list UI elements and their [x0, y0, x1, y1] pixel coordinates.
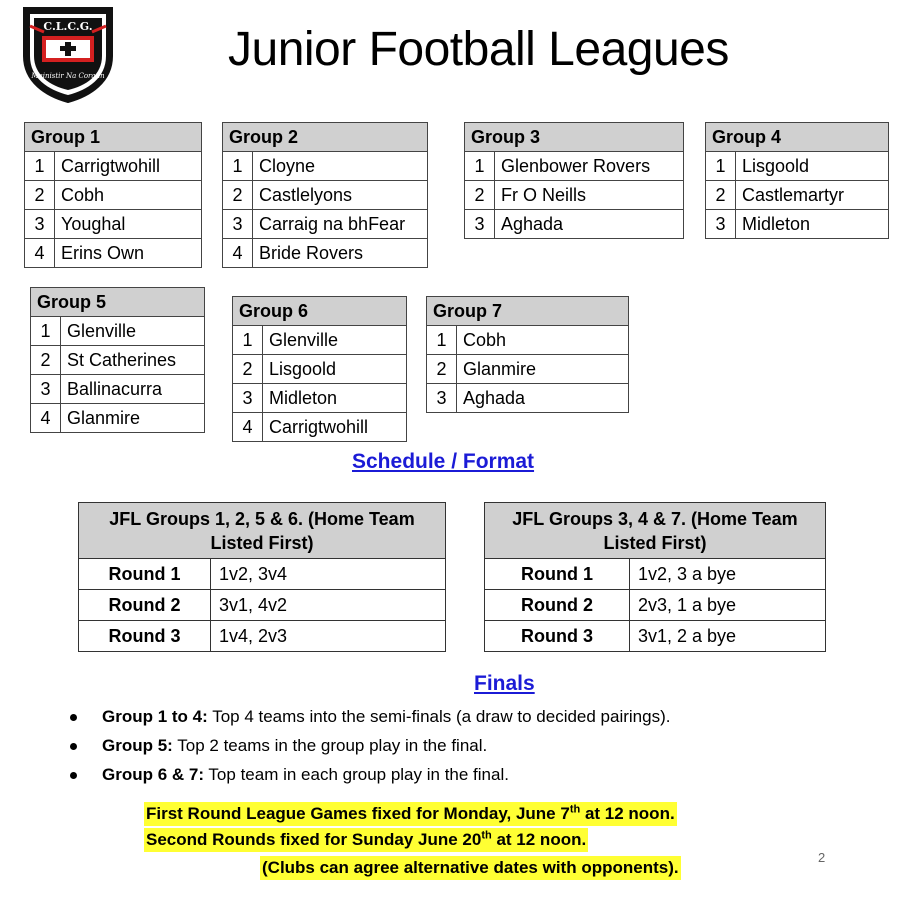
group-header: Group 7: [427, 297, 629, 326]
table-row: 2 Lisgoold: [233, 355, 407, 384]
group-header: Group 4: [706, 123, 889, 152]
schedule-header: JFL Groups 3, 4 & 7. (Home Team Listed First): [485, 503, 826, 559]
table-row: Round 2 3v1, 4v2: [79, 590, 446, 621]
club-crest-logo: [20, 4, 116, 104]
group-7-table: [426, 296, 629, 413]
table-row: 3 Youghal: [25, 210, 202, 239]
table-row: 1 Glenbower Rovers: [465, 152, 684, 181]
table-row: 1 Carrigtwohill: [25, 152, 202, 181]
group-header: Group 5: [31, 288, 205, 317]
table-row: Round 1 1v2, 3 a bye: [485, 559, 826, 590]
note-first-round: First Round League Games fixed for Monday, June 7th at 12 noon.: [144, 802, 677, 826]
group-5-table: [30, 287, 205, 433]
table-row: 2 Castlemartyr: [706, 181, 889, 210]
table-row: 3 Carraig na bhFear: [223, 210, 428, 239]
bullet-icon: [70, 772, 77, 779]
group-header: Group 3: [465, 123, 684, 152]
table-row: 1 Lisgoold: [706, 152, 889, 181]
table-row: Round 3 3v1, 2 a bye: [485, 621, 826, 652]
table-row: 1 Glenville: [233, 326, 407, 355]
group-4-table: [705, 122, 889, 239]
svg-text:C.L.C.G.: C.L.C.G.: [43, 20, 93, 33]
note-alternative-dates: (Clubs can agree alternative dates with opponents).: [260, 856, 681, 880]
table-row: 3 Ballinacurra: [31, 375, 205, 404]
table-row: 2 Fr O Neills: [465, 181, 684, 210]
table-row: 2 Cobh: [25, 181, 202, 210]
table-row: Round 2 2v3, 1 a bye: [485, 590, 826, 621]
table-row: 3 Aghada: [465, 210, 684, 239]
table-row: 2 Glanmire: [427, 355, 629, 384]
list-item: Group 1 to 4: Top 4 teams into the semi-finals (a draw to decided pairings).: [70, 706, 670, 735]
list-item: Group 6 & 7: Top team in each group play in the final.: [70, 764, 670, 793]
table-row: 2 St Catherines: [31, 346, 205, 375]
finals-link[interactable]: Finals: [474, 672, 535, 695]
group-header: Group 6: [233, 297, 407, 326]
table-row: 1 Cobh: [427, 326, 629, 355]
schedule-header: JFL Groups 1, 2, 5 & 6. (Home Team Listed First): [79, 503, 446, 559]
bullet-icon: [70, 743, 77, 750]
group-header: Group 1: [25, 123, 202, 152]
table-row: 4 Carrigtwohill: [233, 413, 407, 442]
table-row: 3 Midleton: [233, 384, 407, 413]
table-row: Round 3 1v4, 2v3: [79, 621, 446, 652]
group-2-table: [222, 122, 428, 268]
bullet-icon: [70, 714, 77, 721]
table-row: 2 Castlelyons: [223, 181, 428, 210]
table-row: 4 Glanmire: [31, 404, 205, 433]
table-row: 4 Bride Rovers: [223, 239, 428, 268]
table-row: Round 1 1v2, 3v4: [79, 559, 446, 590]
svg-text:Mainistir Na Corann: Mainistir Na Corann: [31, 72, 105, 80]
note-second-round: Second Rounds fixed for Sunday June 20th at 12 noon.: [144, 828, 588, 852]
group-3-table: [464, 122, 684, 239]
schedule-format-link[interactable]: Schedule / Format: [352, 450, 535, 473]
group-header: Group 2: [223, 123, 428, 152]
page-title: Junior Football Leagues: [228, 23, 729, 76]
group-6-table: [232, 296, 407, 442]
group-1-table: [24, 122, 202, 268]
schedule-table-groups-1-2-5-6: [78, 502, 446, 652]
table-row: 3 Aghada: [427, 384, 629, 413]
table-row: 4 Erins Own: [25, 239, 202, 268]
list-item: Group 5: Top 2 teams in the group play in the final.: [70, 735, 670, 764]
table-row: 1 Glenville: [31, 317, 205, 346]
table-row: 3 Midleton: [706, 210, 889, 239]
finals-list: [70, 706, 670, 793]
schedule-table-groups-3-4-7: [484, 502, 826, 652]
table-row: 1 Cloyne: [223, 152, 428, 181]
page-number: 2: [818, 850, 826, 865]
